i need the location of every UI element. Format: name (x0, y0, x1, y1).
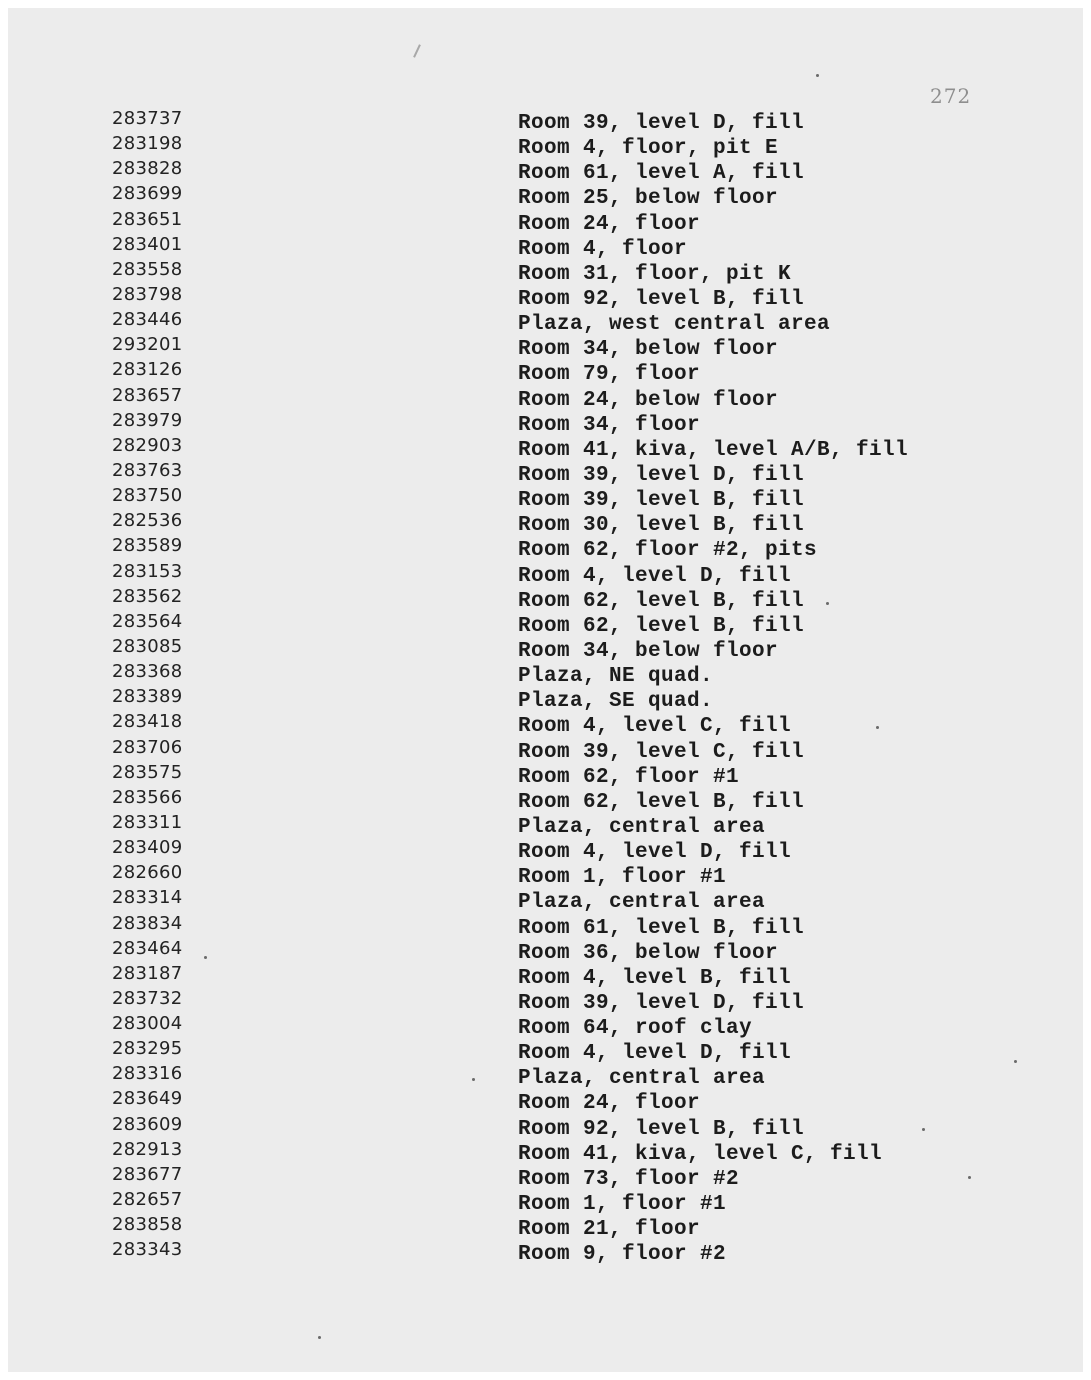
provenience: Room 4, level D, fill (518, 841, 792, 865)
specimen-id: 283649 (112, 1088, 183, 1110)
provenience: Room 25, below floor (518, 187, 779, 211)
paper-speck (1014, 1060, 1017, 1063)
provenience: Plaza, central area (518, 815, 766, 839)
provenience: Room 34, below floor (518, 639, 779, 663)
specimen-id: 283979 (112, 409, 183, 431)
provenience: Room 39, level D, fill (518, 991, 805, 1015)
provenience: Plaza, central area (518, 891, 766, 915)
paper-speck (968, 1176, 971, 1179)
specimen-id: 283558 (112, 258, 183, 280)
specimen-id: 283187 (112, 962, 183, 984)
specimen-id: 283316 (112, 1063, 183, 1085)
specimen-id: 283763 (112, 459, 183, 481)
specimen-id: 283085 (112, 635, 183, 657)
specimen-id: 283589 (112, 535, 183, 557)
specimen-id: 283153 (112, 560, 183, 582)
specimen-id: 283368 (112, 661, 183, 683)
provenience: Room 9, floor #2 (518, 1243, 727, 1267)
specimen-id: 283418 (112, 711, 183, 733)
provenience: Room 24, floor (518, 212, 701, 236)
specimen-id: 282903 (112, 434, 183, 456)
specimen-id: 282913 (112, 1138, 183, 1160)
specimen-id: 283464 (112, 937, 183, 959)
provenience: Room 24, floor (518, 1092, 701, 1116)
specimen-id: 283609 (112, 1113, 183, 1135)
specimen-id: 283314 (112, 887, 183, 909)
provenience: Plaza, SE quad. (518, 690, 714, 714)
provenience: Room 4, level C, fill (518, 715, 792, 739)
provenience: Room 4, level D, fill (518, 564, 792, 588)
specimen-id: 283732 (112, 987, 183, 1009)
specimen-id: 282657 (112, 1189, 183, 1211)
specimen-id: 283295 (112, 1038, 183, 1060)
provenience: Room 4, level D, fill (518, 1042, 792, 1066)
page-number: 272 (930, 84, 972, 108)
provenience: Room 39, level D, fill (518, 112, 805, 135)
provenience: Room 41, kiva, level C, fill (518, 1142, 883, 1166)
specimen-id: 283311 (112, 811, 183, 833)
specimen-id: 283446 (112, 309, 183, 331)
paper-speck (472, 1078, 475, 1081)
specimen-id: 283750 (112, 485, 183, 507)
provenience: Room 39, level B, fill (518, 489, 805, 513)
provenience: Room 62, level B, fill (518, 614, 805, 638)
specimen-id: 283657 (112, 384, 183, 406)
provenience: Room 34, below floor (518, 338, 779, 362)
provenience: Room 41, kiva, level A/B, fill (518, 438, 909, 462)
paper-speck (922, 1128, 925, 1131)
paper-speck (826, 602, 829, 605)
provenience: Room 34, floor (518, 413, 701, 437)
provenience: Room 61, level A, fill (518, 162, 805, 186)
specimen-id: 283737 (112, 108, 183, 129)
provenience: Room 73, floor #2 (518, 1167, 740, 1191)
provenience: Room 30, level B, fill (518, 514, 805, 538)
specimen-id: 283389 (112, 686, 183, 708)
provenience: Room 24, below floor (518, 388, 779, 412)
specimen-id: 283562 (112, 585, 183, 607)
document-page (8, 8, 1083, 1372)
specimen-id: 282660 (112, 862, 183, 884)
specimen-id: 283575 (112, 761, 183, 783)
provenience: Room 4, floor (518, 237, 688, 261)
specimen-id: 282536 (112, 510, 183, 532)
specimen-id: 283198 (112, 133, 183, 155)
paper-speck (876, 726, 879, 729)
specimen-id: 283798 (112, 283, 183, 305)
provenience: Plaza, NE quad. (518, 665, 714, 689)
provenience: Room 62, floor #2, pits (518, 539, 818, 563)
provenience: Room 36, below floor (518, 941, 779, 965)
provenience: Room 21, floor (518, 1218, 701, 1242)
specimen-id: 283699 (112, 183, 183, 205)
provenience: Room 31, floor, pit K (518, 262, 792, 286)
specimen-id: 283834 (112, 912, 183, 934)
provenience: Room 39, level D, fill (518, 463, 805, 487)
specimen-id: 283343 (112, 1239, 183, 1261)
specimen-id: 283858 (112, 1214, 183, 1236)
specimen-id: 283566 (112, 786, 183, 808)
specimen-id: 283677 (112, 1163, 183, 1185)
specimen-id: 283401 (112, 233, 183, 255)
provenience-column (518, 111, 1038, 1267)
paper-speck (204, 956, 207, 959)
provenience: Room 61, level B, fill (518, 916, 805, 940)
specimen-id: 293201 (112, 334, 183, 356)
provenience: Room 64, roof clay (518, 1017, 753, 1041)
provenience: Plaza, west central area (518, 313, 831, 337)
provenience: Room 62, level B, fill (518, 589, 805, 613)
specimen-id: 283828 (112, 158, 183, 180)
provenience: Plaza, central area (518, 1067, 766, 1091)
paper-speck (816, 74, 819, 77)
provenience: Room 92, level B, fill (518, 1117, 805, 1141)
provenience: Room 1, floor #1 (518, 1193, 727, 1217)
provenience: Room 39, level C, fill (518, 740, 805, 764)
provenience: Room 62, level B, fill (518, 790, 805, 814)
provenience: Room 4, floor, pit E (518, 137, 779, 161)
paper-speck (318, 1336, 321, 1339)
specimen-id: 283651 (112, 208, 183, 230)
specimen-id: 283126 (112, 359, 183, 381)
specimen-id-column (112, 106, 232, 1262)
provenience: Room 1, floor #1 (518, 866, 727, 890)
specimen-id: 283706 (112, 736, 183, 758)
provenience: Room 92, level B, fill (518, 287, 805, 311)
provenience: Room 4, level B, fill (518, 966, 792, 990)
specimen-id: 283004 (112, 1013, 183, 1035)
provenience: Room 79, floor (518, 363, 701, 387)
paper-mark (413, 44, 421, 58)
specimen-id: 283409 (112, 837, 183, 859)
provenience: Room 62, floor #1 (518, 765, 740, 789)
specimen-id: 283564 (112, 610, 183, 632)
